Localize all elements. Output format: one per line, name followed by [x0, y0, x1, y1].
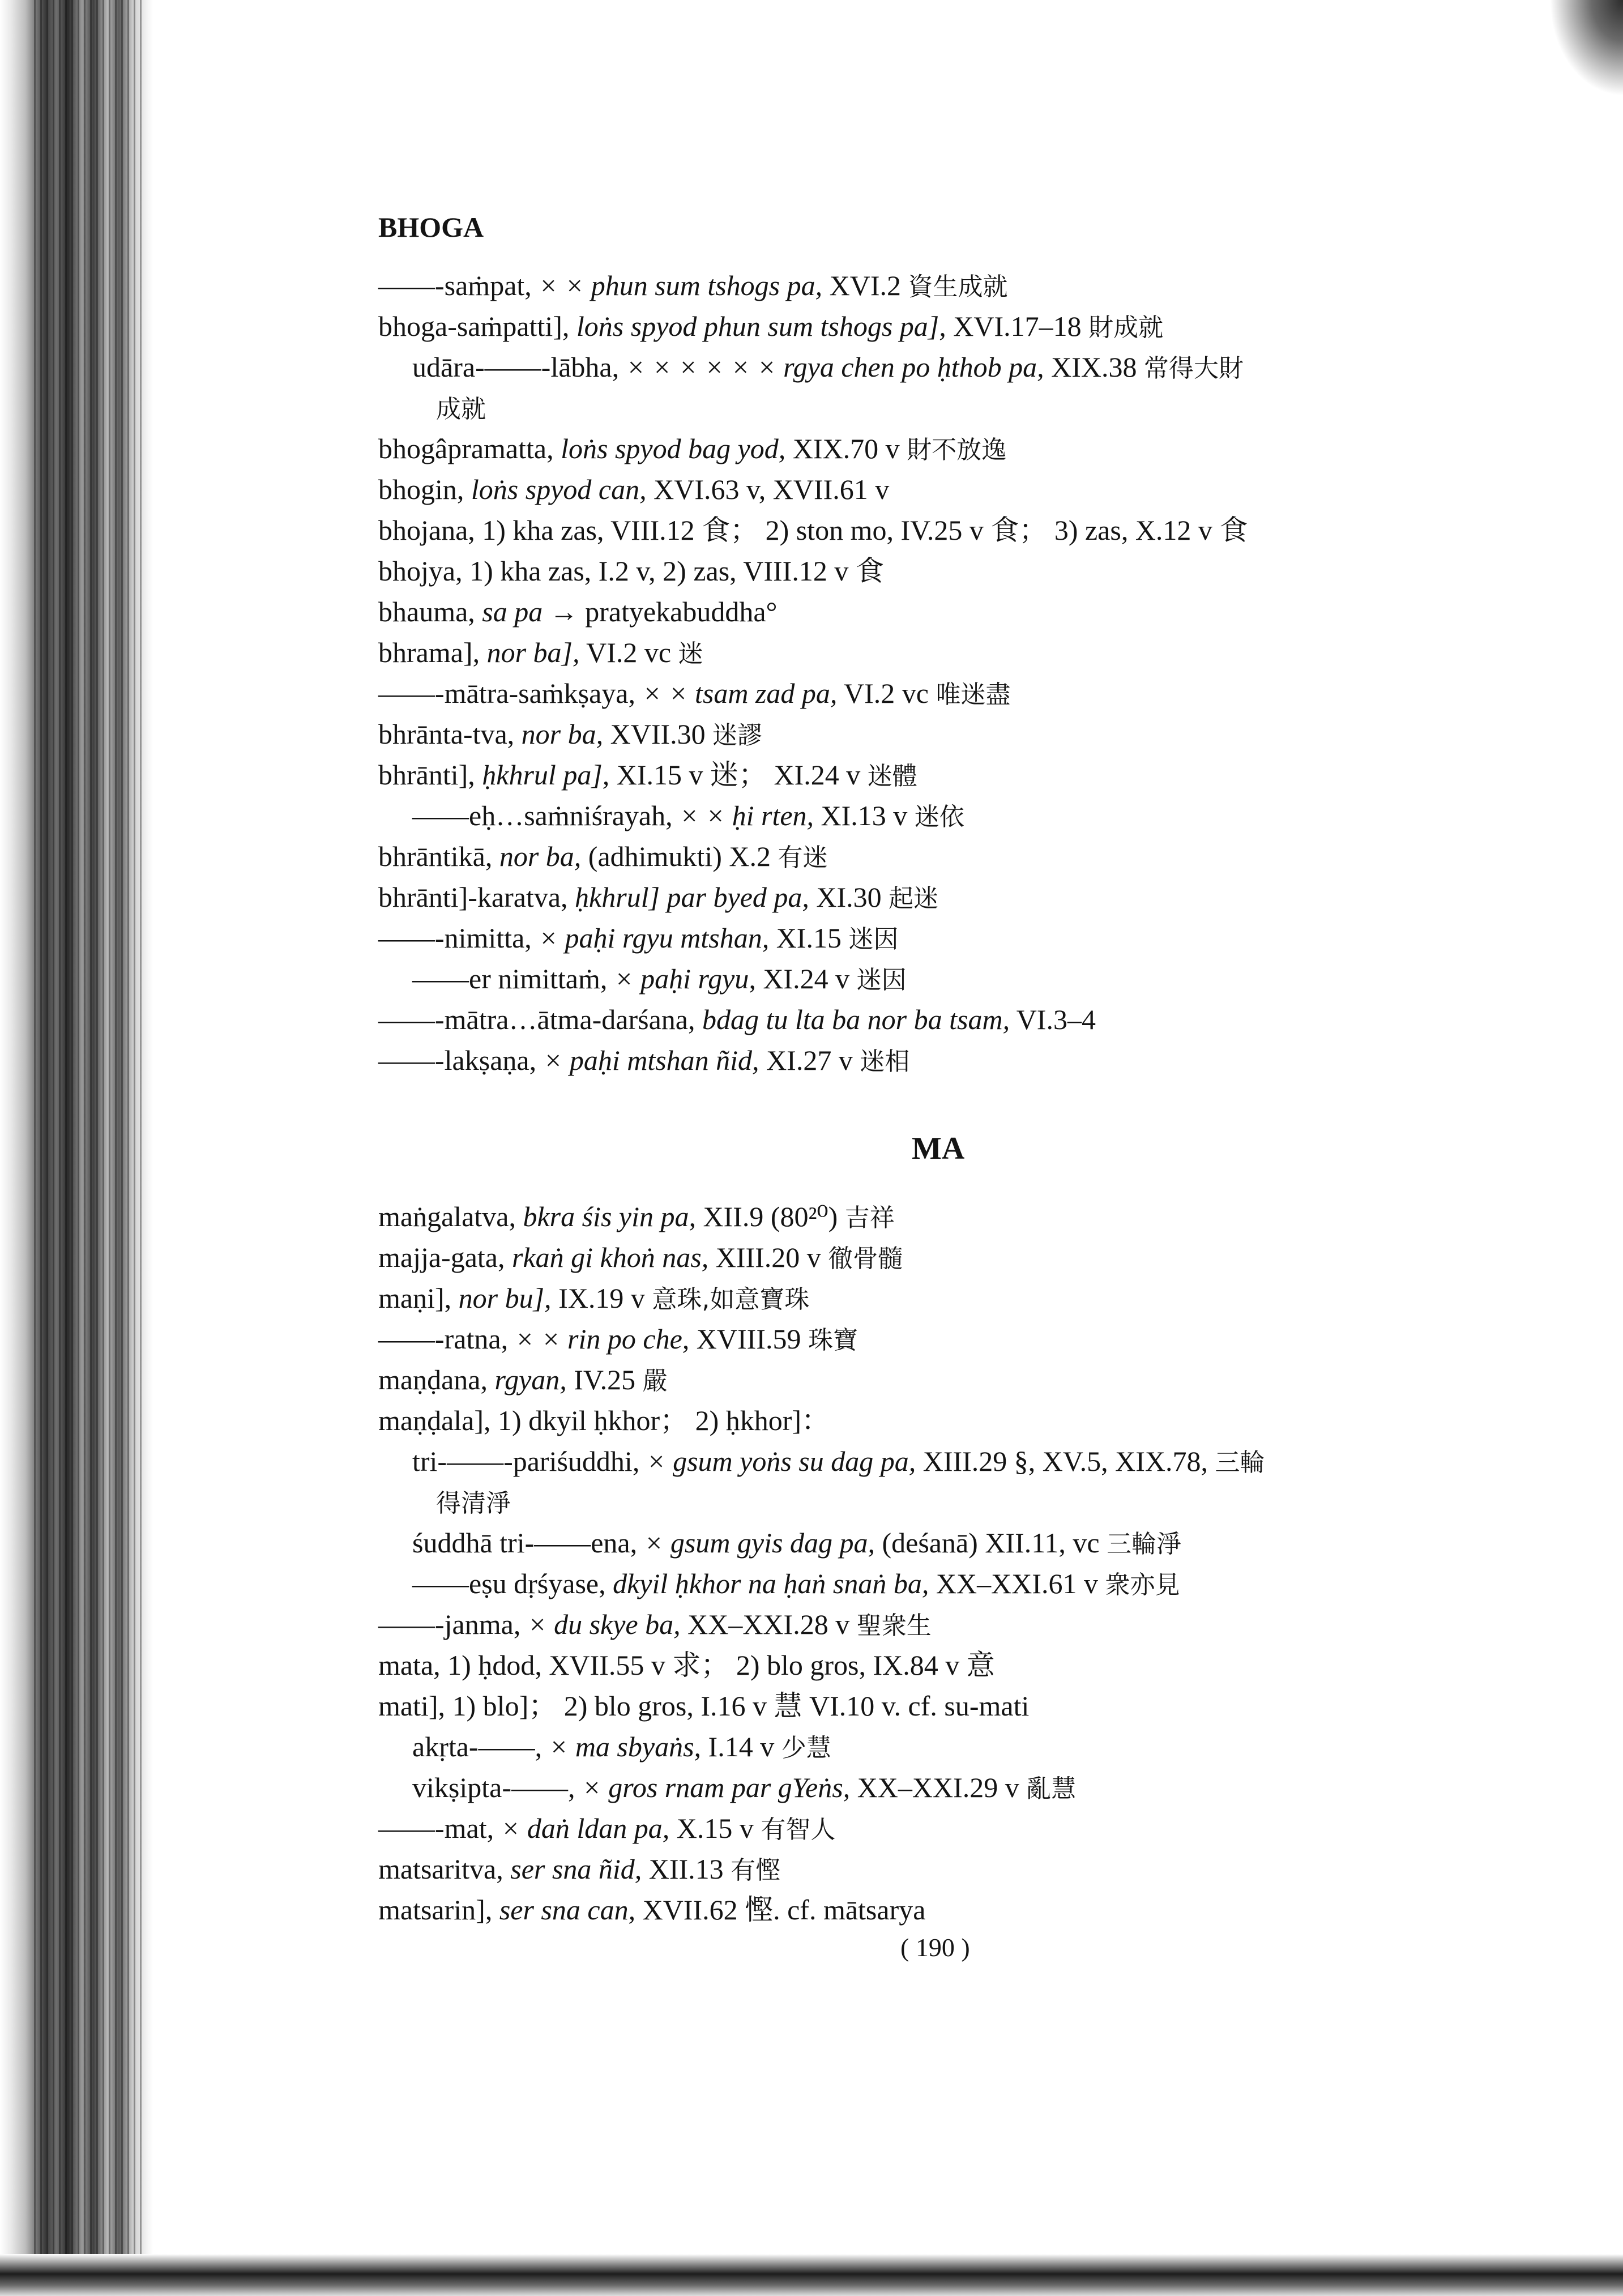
entry-line: ——eṣu dṛśyase, dkyil ḥkhor na ḥaṅ snaṅ ba, XX–XXI.61 v 衆亦見	[412, 1568, 1180, 1599]
entry-line: ——-janma, × du skye ba, XX–XXI.28 v 聖衆生	[378, 1608, 932, 1640]
entry-line: bhauma, sa pa → pratyekabuddha°	[378, 596, 778, 628]
entry-line: śuddhā tri-——ena, × gsum gyis dag pa, (deśanā) XII.11, vc 三輪淨	[412, 1527, 1182, 1559]
entry-line: maṅgalatva, bkra śis yin pa, XII.9 (80²⁰) 吉祥	[378, 1201, 895, 1232]
entry-line: maṇḍala], 1) dkyil ḥkhor； 2) ḥkhor]：	[378, 1405, 830, 1436]
entry-line: matsarin], ser sna can, XVII.62 慳. cf. mātsarya	[378, 1894, 926, 1926]
entry-line: ——er nimittaṁ, × paḥi rgyu, XI.24 v 迷因	[412, 963, 907, 995]
entry-line: majja-gata, rkaṅ gi khoṅ nas, XIII.20 v 徹骨髓	[378, 1241, 903, 1273]
entry-line: ——-mātra-saṁkṣaya, × × tsam zad pa, VI.2 vc 唯迷盡	[378, 677, 1011, 709]
entry-line: matsaritva, ser sna ñid, XII.13 有慳	[378, 1853, 781, 1885]
entry-line: ——-mat, × daṅ ldan pa, X.15 v 有智人	[378, 1812, 836, 1844]
entry-line: udāra-——-lābha, × × × × × × rgya chen po ḥthob pa, XIX.38 常得大財	[412, 351, 1244, 383]
entry-line: bhrānta-tva, nor ba, XVII.30 迷謬	[378, 718, 763, 750]
entry-line: bhogâpramatta, loṅs spyod bag yod, XIX.70 v 財不放逸	[378, 433, 1007, 464]
entry-line: mati], 1) blo]； 2) blo gros, I.16 v 慧 VI.10 v. cf. su-mati	[378, 1690, 1030, 1722]
entry-line: bhoga-saṁpatti], loṅs spyod phun sum tshogs pa], XVI.17–18 財成就	[378, 310, 1164, 342]
entry-line: maṇi], nor bu], IX.19 v 意珠,如意寶珠	[378, 1282, 810, 1314]
entry-line: ——eḥ…saṁniśrayah, × × ḥi rten, XI.13 v 迷依	[412, 800, 964, 831]
entry-line: bhojya, 1) kha zas, I.2 v, 2) zas, VIII.12 v 食	[378, 555, 884, 587]
page-number: ( 190 )	[900, 1933, 970, 1962]
entry-line: mata, 1) ḥdod, XVII.55 v 求； 2) blo gros, IX.84 v 意	[378, 1649, 995, 1681]
entry-line: akṛta-——, × ma sbyaṅs, I.14 v 少慧	[412, 1731, 831, 1762]
bottom-scan-edge	[0, 2254, 1623, 2296]
entry-line: maṇḍana, rgyan, IV.25 嚴	[378, 1364, 668, 1395]
entry-line: bhrāntikā, nor ba, (adhimukti) X.2 有迷	[378, 840, 828, 872]
entry-line: bhogin, loṅs spyod can, XVI.63 v, XVII.61 v	[378, 473, 890, 505]
section-heading-bhoga: BHOGA	[378, 211, 484, 243]
entry-line: ——-saṁpat, × × phun sum tshogs pa, XVI.2 資生成就	[378, 270, 1008, 301]
entry-continuation: 得清淨	[436, 1489, 511, 1518]
entry-line: bhrama], nor ba], VI.2 vc 迷	[378, 637, 703, 668]
entry-line: bhojana, 1) kha zas, VIII.12 食； 2) ston mo, IV.25 v 食； 3) zas, X.12 v 食	[378, 514, 1248, 546]
entry-line: ——-mātra…ātma-darśana, bdag tu lta ba nor ba tsam, VI.3–4	[378, 1004, 1096, 1035]
entry-line: bhrānti]-karatva, ḥkhrul] par byed pa, XI.30 起迷	[378, 881, 939, 913]
entry-line: tri-——-pariśuddhi, × gsum yoṅs su dag pa, XIII.29 §, XV.5, XIX.78, 三輪	[412, 1445, 1265, 1477]
entry-line: bhrānti], ḥkhrul pa], XI.15 v 迷； XI.24 v 迷體	[378, 759, 917, 791]
entry-line: ——-ratna, × × rin po che, XVIII.59 珠寶	[378, 1323, 858, 1355]
entry-line: ——-lakṣaṇa, × paḥi mtshan ñid, XI.27 v 迷相	[378, 1044, 910, 1076]
entry-continuation: 成就	[436, 395, 486, 424]
entry-line: vikṣipta-——, × gros rnam par gYeṅs, XX–XXI.29 v 亂慧	[412, 1772, 1077, 1803]
section-heading-ma: MA	[912, 1131, 965, 1166]
entry-line: ——-nimitta, × paḥi rgyu mtshan, XI.15 迷因	[378, 922, 899, 954]
